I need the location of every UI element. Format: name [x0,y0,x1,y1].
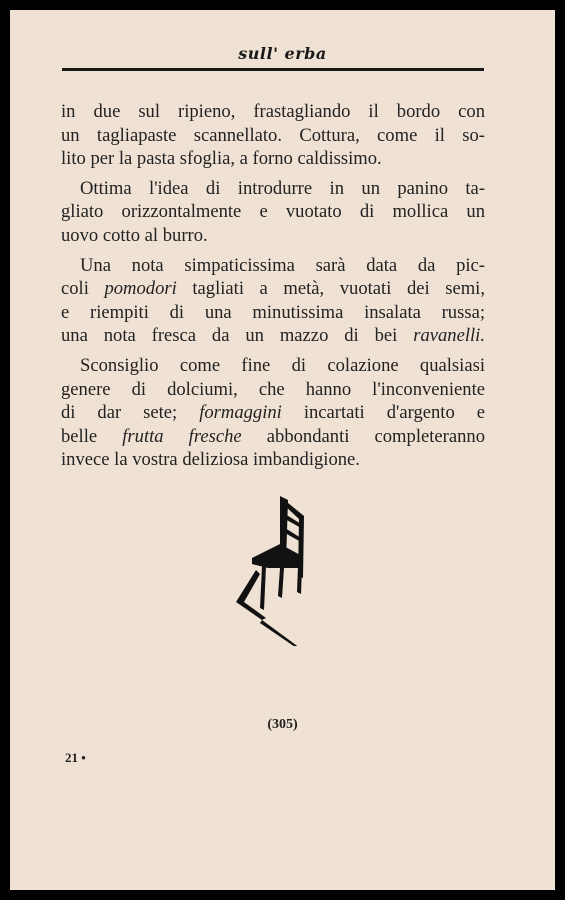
text-line: invece la vostra deliziosa imbandigione. [61,449,360,471]
chair-illustration-icon [222,486,318,646]
text-line: Ottima l'idea di introdurre in un panino ta- [80,177,485,199]
paragraph-4 [61,354,485,472]
body-text [61,100,485,478]
text-line: lito per la pasta sfoglia, a forno caldissimo. [61,148,382,170]
text-line: Una nota simpaticissima sarà data da pic- [80,254,485,276]
emphasis-formaggini: formaggini [199,402,282,424]
text-line: e riempiti di una minutissima insalata russa; [61,301,485,323]
text-line: un tagliapaste scannellato. Cottura, come il so- [61,124,485,146]
header-rule [62,68,484,71]
emphasis-frutta-fresche: frutta fresche [122,425,242,447]
text-line: coli pomodori tagliati a metà, vuotati dei semi, [61,278,485,300]
emphasis-pomodori: pomodori [104,278,177,300]
emphasis-ravanelli: ravanelli. [413,325,485,347]
signature-mark: 21 • [65,750,86,765]
text-line: in due sul ripieno, frastagliando il bordo con [61,101,485,122]
text-line: Sconsiglio come fine di colazione qualsiasi [80,354,485,376]
paragraph-3 [61,254,485,348]
page-number: (305) [267,717,298,732]
running-title: sull' erba [238,44,327,63]
text-line: gliato orizzontalmente e vuotato di mollica un [61,201,485,223]
text-line: genere di dolciumi, che hanno l'inconveniente [61,378,485,400]
paragraph-2 [61,177,485,248]
text-line: belle frutta fresche abbondanti completeranno [61,425,485,447]
text-line: di dar sete; formaggini incartati d'argento e [61,402,485,424]
paragraph-1 [61,100,485,171]
text-line: una nota fresca da un mazzo di bei ravanelli. [61,325,485,347]
text-line: uovo cotto al burro. [61,224,208,246]
book-page [10,10,555,890]
